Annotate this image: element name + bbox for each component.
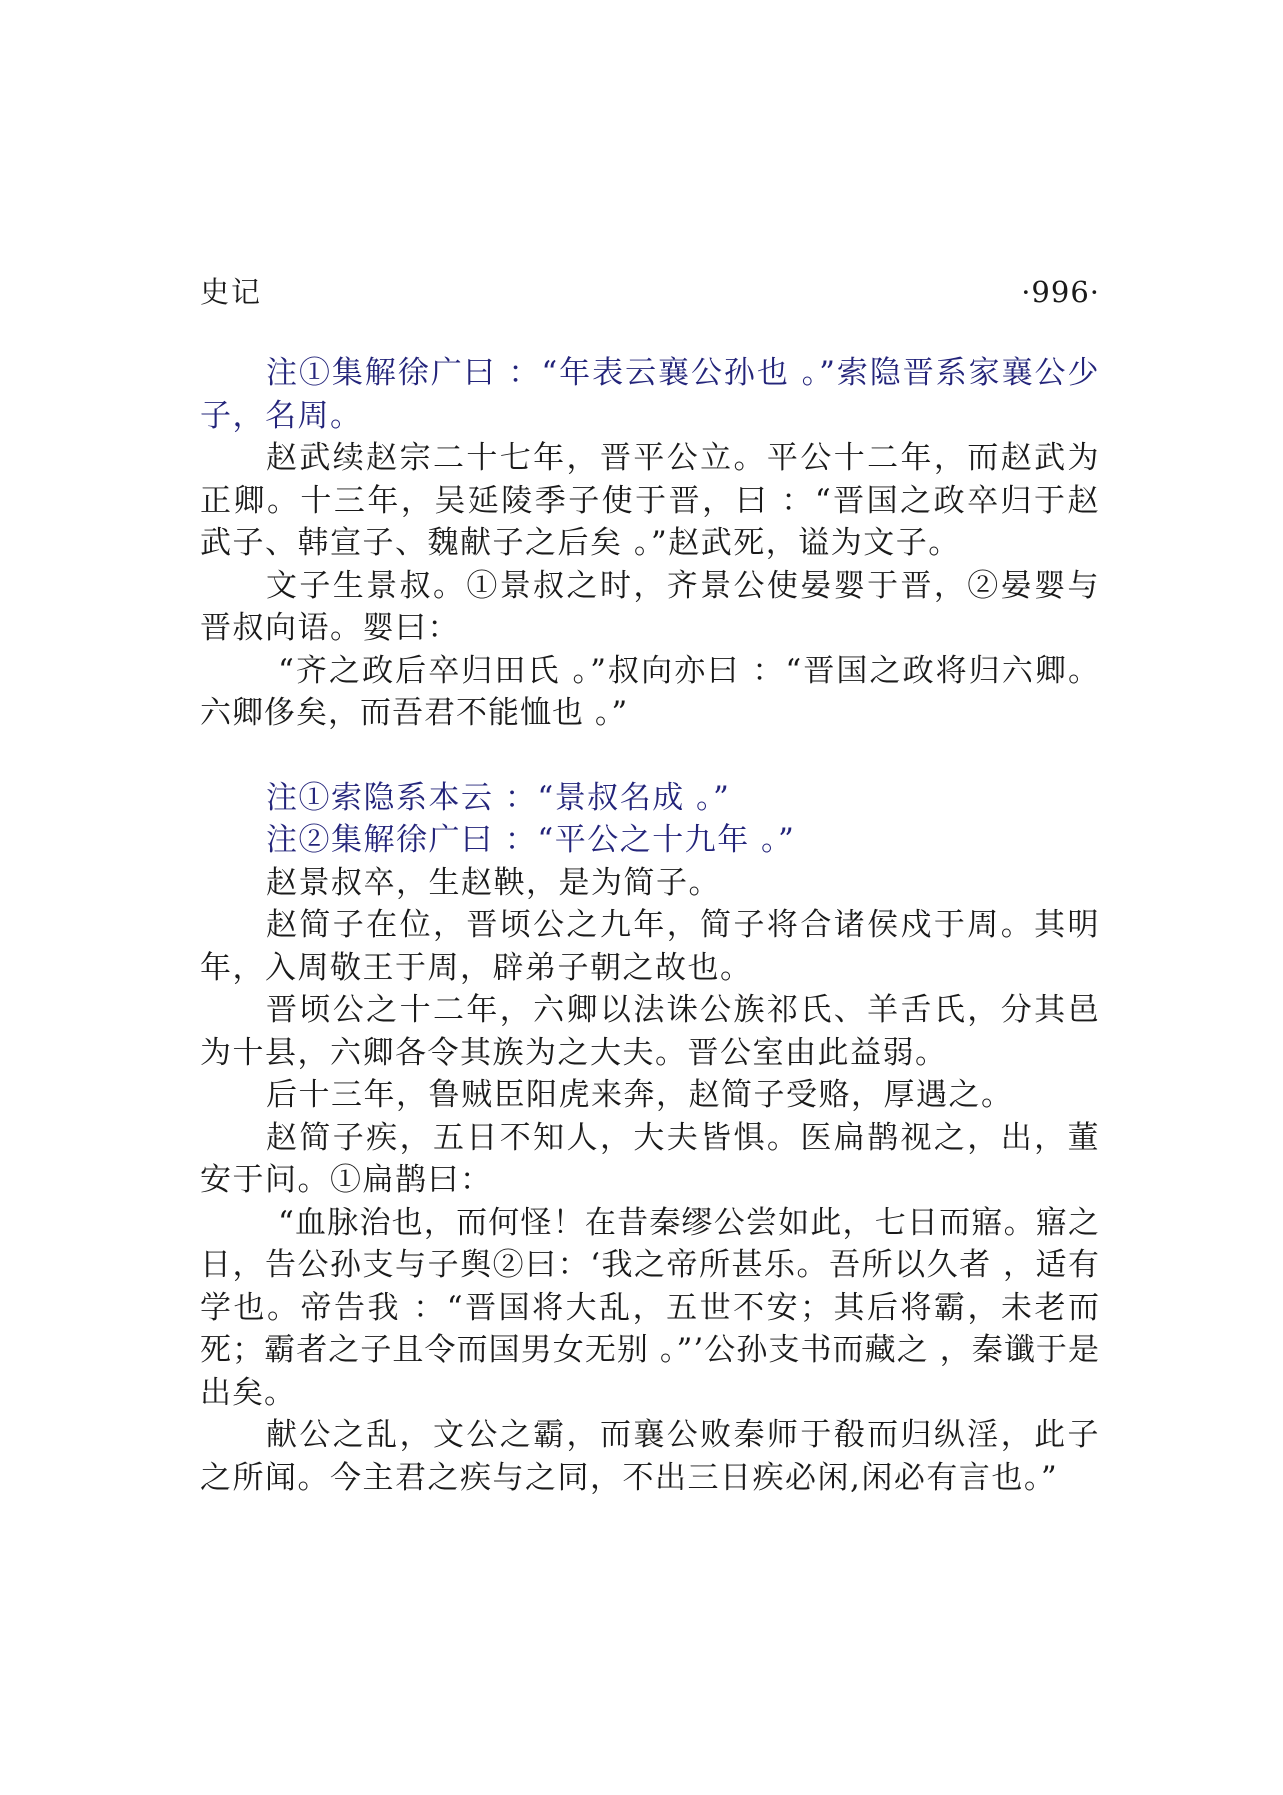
body-paragraph: 后十三年，鲁贼臣阳虎来奔，赵简子受赂，厚遇之。 <box>266 1077 1014 1113</box>
quoted-speech: “血脉治也，而何怪！在昔秦缪公尝如此，七日而寤。寤之日，告公孙支与子舆②曰：‘我之帝所甚乐。吾所以久者 ，适有学也。帝告我 ：“晋国将大乱，五世不安；其后将霸，未老而死；霸者之子且令而国男女无别 。”’公孙支书而藏之 ，秦谶于是出矣。 <box>200 1204 1100 1411</box>
body-paragraph: 赵武续赵宗二十七年，晋平公立。平公十二年，而赵武为正卿。十三年，吴延陵季子使于晋，曰 ：“晋国之政卒归于赵武子、韩宣子、魏献子之后矣 。”赵武死，谥为文子。 <box>200 440 1100 561</box>
body-paragraph: 赵景叔卒，生赵鞅，是为简子。 <box>266 864 721 901</box>
page-number: ·996· <box>1021 275 1100 309</box>
annotation-note: 注①索隐系本云 ：“景叔名成 。” <box>266 779 731 816</box>
body-paragraph: 赵简子在位，晋顷公之九年，简子将合诸侯戍于周。其明年，入周敬王于周，辟弟子朝之故也。 <box>200 907 1100 986</box>
annotation-note: 注①集解徐广曰 ：“年表云襄公孙也 。”索隐晋系家襄公少子，名周。 <box>200 355 1100 434</box>
body-paragraph: 文子生景叔。①景叔之时，齐景公使晏婴于晋，②晏婴与晋叔向语。婴曰： <box>200 567 1100 646</box>
book-title: 史记 <box>200 275 263 309</box>
body-paragraph: 晋顷公之十二年，六卿以法诛公族祁氏、羊舌氏，分其邑为十县，六卿各令其族为之大夫。晋公室由此益弱。 <box>200 992 1100 1071</box>
page-body <box>200 352 1100 1499</box>
annotation-note: 注②集解徐广曰 ：“平公之十九年 。” <box>266 822 796 858</box>
quoted-speech: “齐之政后卒归田氏 。”叔向亦曰 ：“晋国之政将归六卿。六卿侈矣，而吾君不能恤也 。” <box>200 652 1100 731</box>
body-paragraph: 赵简子疾，五日不知人，大夫皆惧。医扁鹊视之，出，董安于问。①扁鹊曰： <box>200 1119 1100 1198</box>
paragraph-gap <box>200 735 1100 777</box>
body-paragraph: 献公之乱，文公之霸，而襄公败秦师于殽而归纵淫，此子之所闻。今主君之疾与之同，不出三日疾必闲,闲必有言也。” <box>200 1417 1100 1496</box>
page-header <box>200 270 1100 314</box>
